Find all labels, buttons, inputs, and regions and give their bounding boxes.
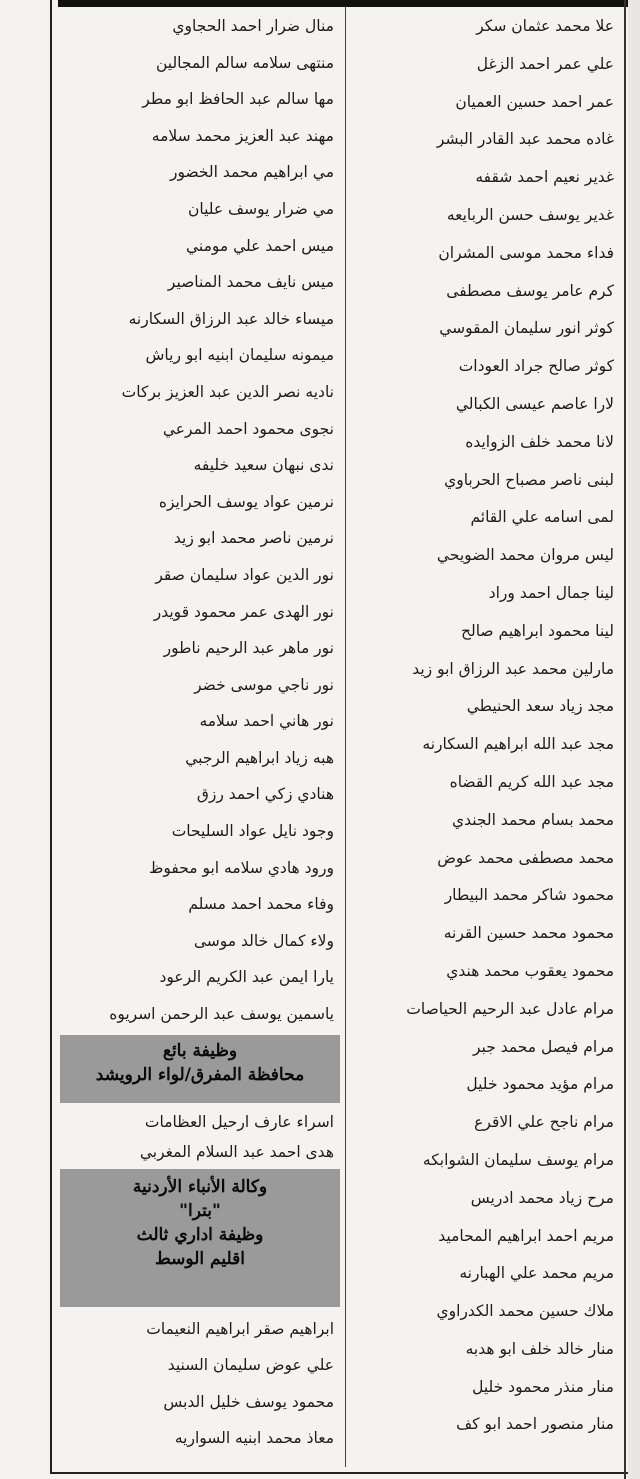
name-entry: علا محمد عثمان سكر — [476, 17, 614, 35]
name-entry: نور الدين عواد سليمان صقر — [155, 565, 334, 584]
name-entry: منار منصور احمد ابو كف — [456, 1415, 614, 1434]
name-entry: عمر احمد حسين العميان — [455, 92, 614, 111]
right-name-column — [350, 8, 620, 1444]
name-entry: محمود محمد حسين القرنه — [443, 924, 614, 943]
name-entry: محمد مصطفى محمد عوض — [437, 848, 614, 867]
name-entry: كوثر صالح جراد العودات — [458, 357, 614, 376]
name-entry: منتهى سلامه سالم المجالين — [155, 53, 334, 72]
name-list-b — [60, 1107, 340, 1167]
name-entry: محمود يعقوب محمد هندي — [446, 961, 614, 980]
name-entry: مارلين محمد عبد الرزاق ابو زيد — [412, 659, 614, 678]
name-entry: غدير نعيم احمد شقفه — [475, 168, 614, 187]
name-entry: ولاء كمال خالد موسى — [193, 931, 334, 950]
name-entry: هبه زياد ابراهيم الرجبي — [185, 748, 334, 767]
top-rule — [58, 0, 640, 7]
name-entry: اسراء عارف ارحيل العظامات — [144, 1112, 334, 1131]
name-entry: ميس نايف محمد المناصير — [167, 273, 334, 292]
name-entry: نرمين عواد يوسف الحرايزه — [158, 492, 334, 511]
name-entry: ناديه نصر الدين عبد العزيز بركات — [121, 382, 334, 401]
heading-line: وظيفة اداري ثالث — [136, 1224, 264, 1245]
name-entry: لانا محمد خلف الزوايده — [465, 432, 614, 451]
name-entry: مجد عبد الله ابراهيم السكارنه — [422, 735, 614, 754]
name-entry: ورود هادي سلامه ابو محفوظ — [149, 858, 334, 877]
left-name-column — [60, 8, 340, 1457]
name-entry: وجود نايل عواد السليحات — [171, 822, 334, 841]
heading-line: اقليم الوسط — [155, 1248, 245, 1269]
heading-line: محافظة المفرق/لواء الرويشد — [95, 1064, 305, 1085]
name-entry: مرام يوسف سليمان الشوابكه — [422, 1150, 614, 1169]
name-entry: غاده محمد عبد القادر البشر — [436, 130, 614, 149]
name-entry: منار خالد خلف ابو هدبه — [465, 1339, 614, 1358]
column-divider — [345, 7, 346, 1467]
name-entry: لينا محمود ابراهيم صالح — [460, 621, 614, 640]
name-entry: ميس احمد علي مومني — [185, 236, 334, 255]
name-entry: مرام مؤيد محمود خليل — [466, 1075, 614, 1094]
name-entry: هنادي زكي احمد رزق — [196, 785, 334, 804]
name-entry: مي ابراهيم محمد الخضور — [169, 163, 334, 182]
name-entry: مي ضرار يوسف عليان — [187, 199, 334, 218]
name-entry: ندى نبهان سعيد خليفه — [193, 456, 334, 475]
heading-line: وكالة الأنباء الأردنية — [132, 1176, 268, 1197]
left-frame-line — [50, 0, 52, 1474]
name-entry: نور ناجي موسى خضر — [194, 675, 334, 694]
name-list-a — [60, 8, 340, 1033]
section-heading-seller-job — [60, 1035, 340, 1103]
name-entry: مرح زياد محمد ادريس — [470, 1188, 614, 1207]
name-list-c — [60, 1311, 340, 1457]
name-entry: ابراهيم صقر ابراهيم النعيمات — [146, 1319, 334, 1338]
name-entry: مهند عبد العزيز محمد سلامه — [151, 126, 334, 145]
name-entry: نور الهدى عمر محمود قويدر — [153, 602, 334, 621]
bottom-frame-line — [50, 1472, 640, 1474]
name-entry: ليس مروان محمد الضويحي — [436, 546, 614, 565]
name-entry: محمود شاكر محمد البيطار — [444, 886, 614, 905]
name-entry: لارا عاصم عيسى الكبالي — [455, 394, 614, 413]
name-entry: يارا ايمن عبد الكريم الرعود — [159, 968, 334, 987]
name-entry: مرام عادل عبد الرحيم الحياصات — [406, 999, 614, 1018]
name-entry: مرام فيصل محمد جبر — [472, 1037, 614, 1056]
name-entry: مجد زياد سعد الحنيطي — [466, 697, 614, 716]
name-entry: علي عمر احمد الزغل — [476, 54, 614, 73]
name-entry: ياسمين يوسف عبد الرحمن اسريوه — [109, 1005, 334, 1024]
page-edge-strip — [628, 0, 640, 1479]
name-entry: فداء محمد موسى المشران — [438, 243, 614, 262]
name-entry: نرمين ناصر محمد ابو زيد — [173, 529, 334, 548]
page-edge-line — [624, 0, 626, 1479]
heading-line: "بترا" — [179, 1200, 221, 1221]
name-entry: نور ماهر عبد الرحيم ناطور — [163, 639, 334, 658]
name-entry: لمى اسامه علي القائم — [470, 508, 614, 527]
name-entry: معاذ محمد ابنيه السواريه — [174, 1429, 334, 1448]
name-entry: ميساء خالد عبد الرزاق السكارنه — [128, 309, 334, 328]
name-entry: لينا جمال احمد وراد — [488, 583, 614, 602]
name-entry: نور هاني احمد سلامه — [199, 712, 334, 731]
name-entry: كرم عامر يوسف مصطفى — [446, 281, 614, 300]
name-entry: منال ضرار احمد الحجاوي — [172, 17, 334, 35]
name-entry: مرام ناجح علي الاقرع — [474, 1113, 614, 1132]
heading-line: وظيفة بائع — [162, 1040, 238, 1061]
name-entry: منار منذر محمود خليل — [472, 1377, 614, 1396]
name-entry: علي عوض سليمان السنيد — [167, 1356, 334, 1375]
name-entry: مجد عبد الله كريم القضاه — [449, 772, 614, 791]
name-entry: ميمونه سليمان ابنيه ابو رياش — [145, 346, 334, 365]
section-heading-petra-agency — [60, 1169, 340, 1307]
name-entry: مريم محمد علي الهبارنه — [459, 1264, 614, 1283]
name-entry: محمد بسام محمد الجندي — [451, 810, 614, 829]
name-entry: لبنى ناصر مصباح الحرباوي — [444, 470, 614, 489]
name-entry: وفاء محمد احمد مسلم — [188, 895, 334, 914]
name-entry: كوثر انور سليمان المقوسي — [439, 319, 614, 338]
name-entry: مها سالم عبد الحافظ ابو مطر — [142, 90, 334, 109]
name-entry: هدى احمد عبد السلام المغربي — [139, 1142, 334, 1161]
name-entry: محمود يوسف خليل الدبس — [163, 1392, 334, 1411]
name-entry: غدير يوسف حسن الربايعه — [446, 205, 614, 224]
name-entry: مريم احمد ابراهيم المحاميد — [438, 1226, 614, 1245]
name-entry: ملاك حسين محمد الكدراوي — [436, 1302, 614, 1321]
name-entry: نجوى محمود احمد المرعي — [162, 419, 334, 438]
